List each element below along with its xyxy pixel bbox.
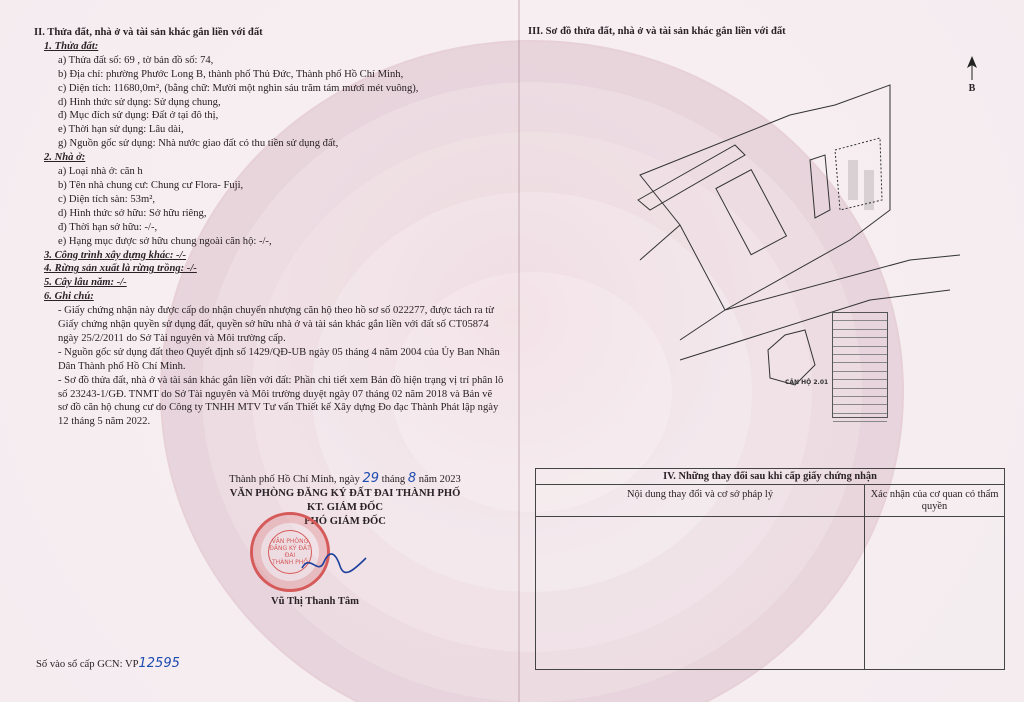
site-plan-diagram bbox=[620, 60, 980, 420]
date-day: 29 bbox=[362, 471, 379, 486]
date-month-word: tháng bbox=[381, 474, 406, 485]
changes-content-column bbox=[536, 485, 865, 669]
issuing-office: VĂN PHÒNG ĐĂNG KÝ ĐẤT ĐAI THÀNH PHỐ bbox=[229, 488, 461, 499]
section-3-title: III. Sơ đồ thửa đất, nhà ở và tài sản khác gắn liền với đất bbox=[528, 26, 786, 37]
changes-confirmation-column bbox=[865, 485, 1004, 669]
production-forest: 4. Rừng sản xuất là rừng trồng: -/- bbox=[44, 263, 197, 275]
building-block bbox=[716, 170, 787, 255]
land-item: a) Thửa đất số: 69 , tờ bản đồ số: 74, bbox=[58, 54, 214, 66]
road-line bbox=[680, 310, 725, 340]
changes-columns bbox=[536, 485, 1004, 669]
changes-table bbox=[535, 468, 1005, 670]
land-item: d) Hình thức sử dụng: Sử dụng chung, bbox=[58, 96, 221, 108]
deputy-director: PHÓ GIÁM ĐỐC bbox=[304, 516, 386, 527]
changes-confirmation-header: Xác nhận của cơ quan có thẩm quyền bbox=[865, 485, 1004, 517]
house-title: 2. Nhà ở: bbox=[44, 152, 86, 164]
house-item: đ) Thời hạn sở hữu: -/-, bbox=[58, 221, 158, 233]
date-year: năm 2023 bbox=[418, 474, 461, 485]
north-label: B bbox=[968, 83, 976, 94]
on-behalf-director: KT. GIÁM ĐỐC bbox=[306, 502, 384, 513]
handwritten-signature bbox=[300, 548, 370, 578]
building-block bbox=[810, 155, 830, 218]
land-item: g) Nguồn gốc sử dụng: Nhà nước giao đất có thu tiền sử dụng đất, bbox=[58, 138, 339, 150]
page-fold bbox=[518, 0, 520, 702]
land-list bbox=[34, 54, 504, 151]
gcn-register-number bbox=[36, 656, 180, 671]
land-item: e) Thời hạn sử dụng: Lâu dài, bbox=[58, 124, 184, 136]
seal-inner: VĂN PHÒNG ĐĂNG KÝ ĐẤT ĐAI THÀNH PHỐ bbox=[268, 530, 312, 574]
land-item: đ) Mục đích sử dụng: Đất ở tại đô thị, bbox=[58, 110, 219, 122]
land-item: b) Địa chỉ: phường Phước Long B, thành phố Thủ Đức, Thành phố Hồ Chí Minh, bbox=[58, 68, 404, 80]
apartment-label: CĂN HỘ 2.01 bbox=[785, 379, 829, 386]
road-line bbox=[725, 255, 960, 310]
area-legend-table bbox=[832, 312, 888, 418]
house-item: e) Hạng mục được sở hữu chung ngoài căn hộ: -/-, bbox=[58, 235, 272, 247]
section-2-title: II. Thửa đất, nhà ở và tài sản khác gắn liền với đất bbox=[34, 27, 263, 38]
note-item: - Giấy chứng nhận này được cấp do nhận chuyển nhượng căn hộ theo hồ sơ số 022277, được tách ra từ Giấy chứng nhận quyền sử dụng đất, quyền sở hữu nhà ở và tài sản khác gắn liền với đất số CT05874 ngày 25/2/2011 do Sở Tài nguyên và Môi trường cấp. bbox=[58, 305, 494, 344]
date-month: 8 bbox=[407, 471, 417, 486]
signer-name: Vũ Thị Thanh Tâm bbox=[270, 596, 360, 607]
house-item: d) Hình thức sở hữu: Sở hữu riêng, bbox=[58, 207, 207, 219]
signature-block bbox=[200, 472, 490, 529]
apartment-outline bbox=[768, 330, 815, 385]
house-item: b) Tên nhà chung cư: Chung cư Flora- Fuji, bbox=[58, 179, 244, 191]
changes-content-header: Nội dung thay đổi và cơ sở pháp lý bbox=[536, 485, 864, 517]
note-item: - Sơ đồ thửa đất, nhà ở và tài sản khác gắn liền với đất: Phần chi tiết xem Bản đồ hiện trạng vị trí phân lô số 23243-1/GĐ. TNMT do Sở Tài nguyên và Môi trường duyệt ngày 07 tháng 02 năm 2018 và Bản vẽ sơ đồ căn hộ chung cư do Công ty TNHH MTV Tư vấn Thiết kế Xây dựng Đo đạc Thành Phát lập ngày 12 tháng 5 năm 2022. bbox=[58, 374, 504, 428]
gcn-label: Số vào sổ cấp GCN: VP bbox=[36, 659, 139, 670]
notes-title: 6. Ghi chú: bbox=[44, 291, 94, 303]
note-item: - Nguồn gốc sử dụng đất theo Quyết định số 1429/QĐ-UB ngày 05 tháng 4 năm 2004 của Ủy Ban Nhân Dân Thành phố Hồ Chí Minh. bbox=[58, 346, 500, 372]
house-item: c) Diện tích sàn: 53m², bbox=[58, 193, 156, 205]
perennial-trees: 5. Cây lâu năm: -/- bbox=[44, 277, 127, 289]
other-construction: 3. Công trình xây dựng khác: -/- bbox=[44, 249, 187, 261]
land-item: c) Diện tích: 11680,0m², (bằng chữ: Mười một nghìn sáu trăm tám mươi mét vuông), bbox=[58, 82, 419, 94]
road-line bbox=[640, 225, 680, 260]
issue-date bbox=[200, 472, 490, 487]
date-prefix: Thành phố Hồ Chí Minh, ngày bbox=[229, 474, 360, 485]
gcn-number: 12595 bbox=[138, 656, 180, 671]
building-block bbox=[835, 138, 882, 210]
left-column bbox=[34, 26, 504, 429]
changes-title: IV. Những thay đổi sau khi cấp giấy chứng nhận bbox=[536, 469, 1004, 485]
house-item: a) Loại nhà ở: căn h bbox=[58, 166, 143, 178]
house-list bbox=[34, 165, 504, 248]
land-title: 1. Thửa đất: bbox=[44, 40, 99, 52]
